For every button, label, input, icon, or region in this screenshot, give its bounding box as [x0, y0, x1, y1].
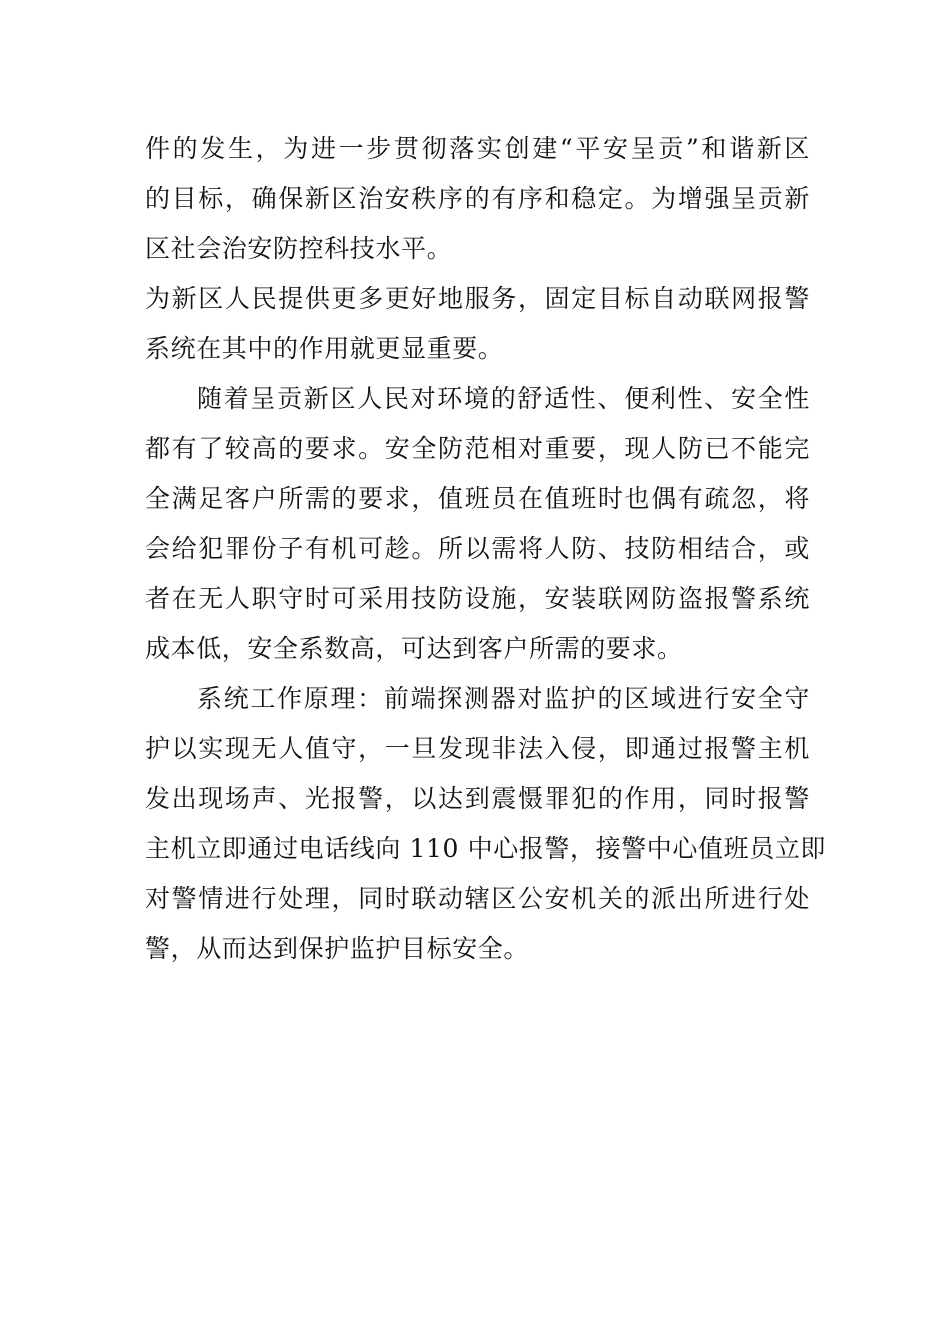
document-body — [145, 124, 827, 974]
text-line: 护以实现无人值守，一旦发现非法入侵，即通过报警主机 — [145, 734, 810, 763]
text-line: 都有了较高的要求。安全防范相对重要，现人防已不能完 — [145, 434, 810, 463]
text-line: 警，从而达到保护监护目标安全。 — [145, 934, 530, 963]
text-line: 件的发生，为进一步贯彻落实创建“平安呈贡”和谐新区 — [145, 134, 810, 163]
text-line: 系统工作原理：前端探测器对监护的区域进行安全守 — [197, 684, 810, 713]
text-line: 为新区人民提供更多更好地服务，固定目标自动联网报警 — [145, 284, 810, 313]
text-line: 系统在其中的作用就更显重要。 — [145, 334, 504, 363]
text-line: 的目标，确保新区治安秩序的有序和稳定。为增强呈贡新 — [145, 184, 810, 213]
text-line: 随着呈贡新区人民对环境的舒适性、便利性、安全性 — [197, 384, 810, 413]
text-line: 全满足客户所需的要求，值班员在值班时也偶有疏忽，将 — [145, 484, 810, 513]
text-line: 成本低，安全系数高，可达到客户所需的要求。 — [145, 634, 683, 663]
text-line: 会给犯罪份子有机可趁。所以需将人防、技防相结合，或 — [145, 534, 810, 563]
text-line: 区社会治安防控科技水平。 — [145, 234, 453, 263]
text-line: 发出现场声、光报警，以达到震慑罪犯的作用，同时报警 — [145, 784, 810, 813]
text-line: 对警情进行处理，同时联动辖区公安机关的派出所进行处 — [145, 884, 810, 913]
text-line: 者在无人职守时可采用技防设施，安装联网防盗报警系统 — [145, 584, 810, 613]
text-line: 主机立即通过电话线向 110 中心报警，接警中心值班员立即 — [145, 834, 827, 863]
